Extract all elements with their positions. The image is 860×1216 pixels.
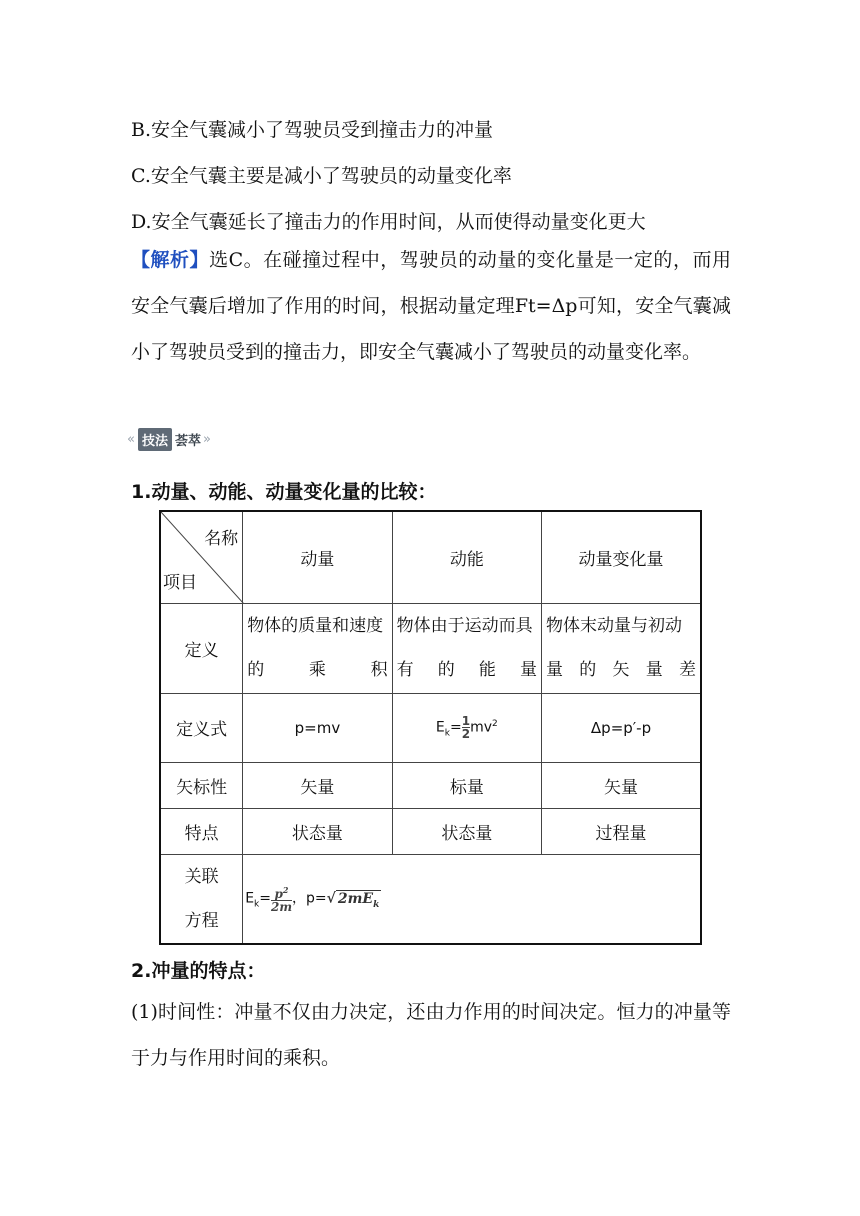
analysis-text: 选C。在碰撞过程中，驾驶员的动量的变化量是一定的，而用安全气囊后增加了作用的时间，根据动量定理Ft=Δp可知，安全气囊减小了驾驶员受到的撞击力，即安全气囊减小了驾驶员的动量变化率。 [131, 249, 731, 363]
table-cell: 过程量 [542, 808, 701, 854]
section2-title: 2.冲量的特点： [131, 960, 266, 982]
badge-label-2: 荟萃 [174, 433, 201, 449]
option-c: C.安全气囊主要是减小了驾驶员的动量变化率 [131, 165, 512, 187]
header-cell: 动能 [392, 511, 541, 603]
badge-label-1: 技法 [138, 428, 172, 451]
corner-cell [160, 511, 243, 603]
corner-bottom-label: 项目 [163, 572, 197, 593]
row-label: 定义 [160, 603, 243, 693]
option-d: D.安全气囊延长了撞击力的作用时间，从而使得动量变化更大 [131, 211, 646, 233]
technique-badge [127, 427, 235, 451]
comparison-table [159, 510, 702, 945]
table-row [160, 762, 701, 808]
table-cell: 物体由于运动而具有的能量 [392, 603, 541, 693]
fraction-half: $\frac{1}{2}$ [461, 714, 471, 741]
formula-momentum: p=mv [243, 693, 392, 762]
table-row [160, 603, 701, 693]
formula-momentum-change: Δp=p′-p [542, 693, 701, 762]
row-label: 特点 [160, 808, 243, 854]
section1-title: 1.动量、动能、动量变化量的比较： [131, 481, 437, 503]
row-label: 定义式 [160, 693, 243, 762]
relation-label-line2: 方程 [184, 910, 219, 931]
analysis-tag: 【解析】 [131, 249, 210, 271]
analysis-paragraph [131, 237, 731, 375]
table-header-row [160, 511, 701, 603]
table-row [160, 808, 701, 854]
point1-paragraph: (1)时间性：冲量不仅由力决定，还由力作用的时间决定。恒力的冲量等于力与作用时间的乘积。 [131, 1001, 731, 1069]
table-cell: 矢量 [542, 762, 701, 808]
double-chevron-icon: « [127, 431, 135, 447]
fraction-p2-over-2m: $\frac{p^2}{2m}$ [271, 885, 293, 915]
table-cell: 物体末动量与初动量的矢量差 [542, 603, 701, 693]
row-label: 矢标性 [160, 762, 243, 808]
corner-top-label: 名称 [204, 529, 239, 549]
sqrt-2mEk: √ $2mE_k$ [326, 890, 380, 910]
table-cell: 状态量 [243, 808, 392, 854]
table-cell: 矢量 [243, 762, 392, 808]
formula-kinetic-energy: $E_k=$ $\frac{1}{2}mv^2$ [392, 693, 541, 762]
relation-label [160, 854, 243, 944]
table-cell: 状态量 [392, 808, 541, 854]
relation-formula: $E_k=$ $\frac{p^2}{2m}$，p=√ $2mE_k$ [243, 854, 701, 944]
option-b: B.安全气囊减小了驾驶员受到撞击力的冲量 [131, 119, 494, 141]
table-cell: 标量 [392, 762, 541, 808]
table-row-relation [160, 854, 701, 944]
table-cell: 物体的质量和速度的乘积 [243, 603, 392, 693]
double-chevron-right-icon: » [203, 431, 211, 447]
header-cell: 动量变化量 [542, 511, 701, 603]
relation-label-line1: 关联 [184, 866, 219, 887]
table-row [160, 693, 701, 762]
header-cell: 动量 [243, 511, 392, 603]
